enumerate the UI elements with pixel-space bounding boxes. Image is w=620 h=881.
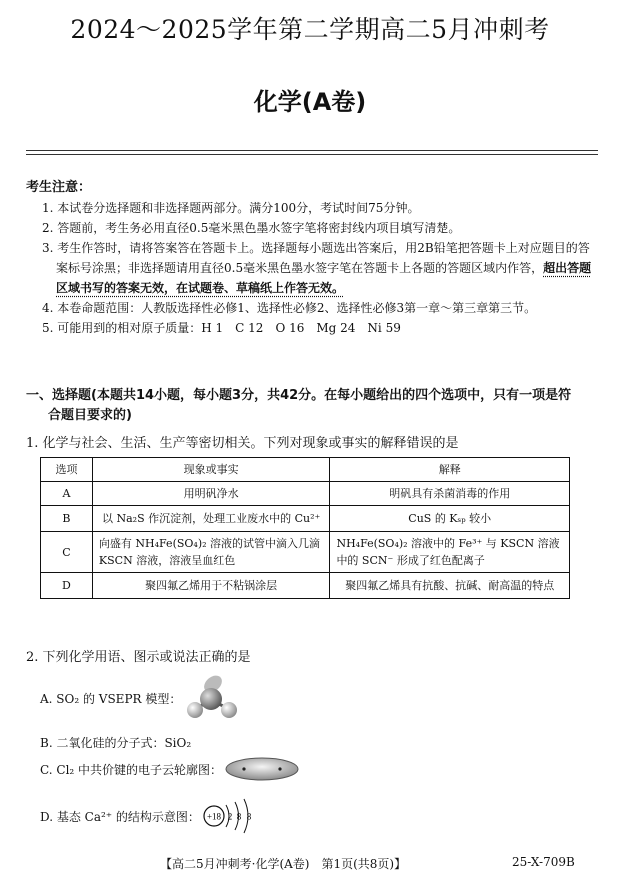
- section-heading: [26, 386, 598, 426]
- electron-cloud-icon: [224, 756, 300, 782]
- option-b-text: B. 二氧化硅的分子式：SiO₂: [40, 736, 192, 750]
- option-d: [40, 796, 262, 836]
- table-header-fact: 现象或事实: [92, 458, 330, 482]
- table-row: [41, 482, 570, 506]
- footer-page-info: 【高二5月冲刺考·化学(A卷) 第1页(共8页)】: [160, 857, 407, 871]
- exam-title: 2024～2025学年第二学期高二5月冲刺考: [70, 15, 550, 44]
- divider-bottom: [26, 154, 598, 155]
- notice-heading: 考生注意：: [26, 180, 92, 195]
- question-1-table: [40, 457, 570, 599]
- section-heading-line2: 合题目要求的): [48, 408, 132, 423]
- vsepr-model-icon: [183, 672, 247, 724]
- row-option: B: [41, 506, 93, 532]
- nucleus-charge: +18: [206, 811, 221, 822]
- notice-block: [26, 178, 598, 338]
- atomic-structure-icon: [202, 796, 262, 836]
- shell-electrons: 8: [236, 811, 242, 822]
- option-d-text: D. 基态 Ca²⁺ 的结构示意图：: [40, 809, 200, 824]
- option-c: [40, 756, 300, 782]
- section-heading-line1: 一、选择题(本题共14小题，每小题3分，共42分。在每小题给出的四个选项中，只有一项是符: [26, 388, 572, 403]
- shell-electrons: 8: [246, 811, 252, 822]
- option-a-text: A. SO₂ 的 VSEPR 模型：: [40, 691, 182, 706]
- question-1-stem: 1. 化学与社会、生活、生产等密切相关。下列对现象或事实的解释错误的是: [26, 436, 459, 451]
- table-header-row: [41, 458, 570, 482]
- option-c-text: C. Cl₂ 中共价键的电子云轮廓图：: [40, 762, 223, 777]
- table-row: [41, 532, 570, 573]
- exam-subtitle: 化学(A卷): [253, 88, 367, 116]
- footer-code: 25-X-709B: [512, 855, 575, 869]
- row-explanation: 明矾具有杀菌消毒的作用: [330, 482, 570, 506]
- option-a: [40, 672, 247, 724]
- notice-emphasis: 超出答题区域书写的答案无效，在试题卷、草稿纸上作答无效。: [56, 261, 592, 295]
- notice-item-3-text: 3. 考生作答时，请将答案答在答题卡上。选择题每小题选出答案后，用2B铅笔把答题卡上对应题目的答案标号涂黑；非选择题请用直径0.5毫米黑色墨水签字笔在答题卡上各题的答题区域内作答，: [42, 241, 590, 275]
- table-header-explanation: 解释: [330, 458, 570, 482]
- notice-item-2: 2. 答题前，考生务必用直径0.5毫米黑色墨水签字笔将密封线内项目填写清楚。: [42, 221, 461, 235]
- notice-item-4: 4. 本卷命题范围：人教版选择性必修1、选择性必修2、选择性必修3第一章～第三章第三节。: [42, 301, 537, 315]
- row-explanation: CuS 的 Kₛₚ 较小: [330, 506, 570, 532]
- row-option: C: [41, 532, 93, 573]
- row-fact: 聚四氟乙烯用于不粘锅涂层: [92, 573, 330, 599]
- notice-item-3: [26, 238, 598, 298]
- row-option: A: [41, 482, 93, 506]
- row-fact: 用明矾净水: [92, 482, 330, 506]
- question-2-stem: 2. 下列化学用语、图示或说法正确的是: [26, 650, 251, 665]
- table-row: [41, 573, 570, 599]
- row-fact: 以 Na₂S 作沉淀剂，处理工业废水中的 Cu²⁺: [92, 506, 330, 532]
- notice-item-5: 5. 可能用到的相对原子质量：H 1 C 12 O 16 Mg 24 Ni 59: [42, 321, 401, 335]
- divider-top: [26, 150, 598, 151]
- row-fact: 向盛有 NH₄Fe(SO₄)₂ 溶液的试管中滴入几滴 KSCN 溶液，溶液呈血红色: [92, 532, 330, 573]
- row-option: D: [41, 573, 93, 599]
- notice-item-1: 1. 本试卷分选择题和非选择题两部分。满分100分，考试时间75分钟。: [42, 201, 420, 215]
- row-explanation: NH₄Fe(SO₄)₂ 溶液中的 Fe³⁺ 与 KSCN 溶液中的 SCN⁻ 形成了红色配离子: [330, 532, 570, 573]
- shell-electrons: 2: [227, 811, 233, 822]
- option-b: [40, 734, 191, 751]
- table-header-option: 选项: [41, 458, 93, 482]
- row-explanation: 聚四氟乙烯具有抗酸、抗碱、耐高温的特点: [330, 573, 570, 599]
- table-row: [41, 506, 570, 532]
